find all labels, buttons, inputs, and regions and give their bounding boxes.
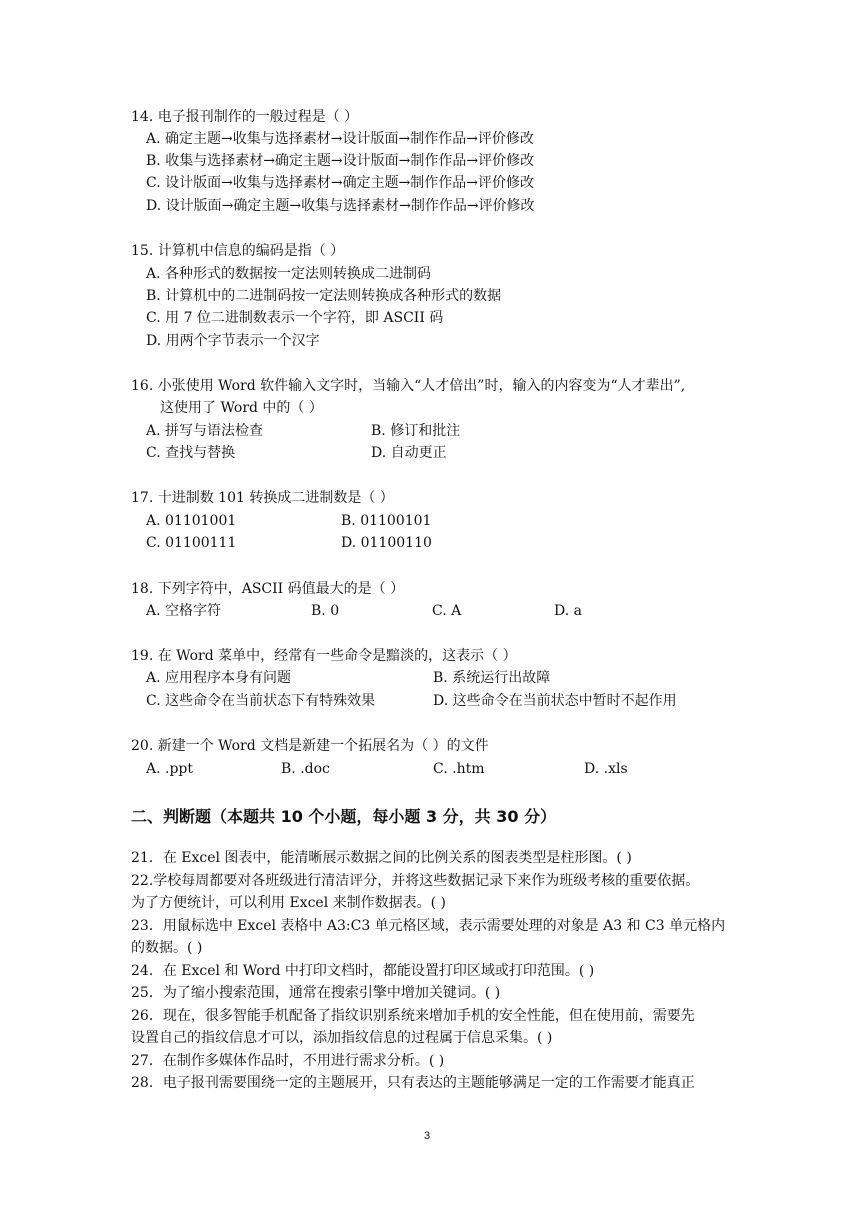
question-15-option-d: D. 用两个字节表示一个汉字	[146, 333, 320, 349]
judge-line: 的数据。( )	[131, 940, 203, 956]
question-14-option-d: D. 设计版面→确定主题→收集与选择素材→制作作品→评价修改	[146, 198, 535, 214]
question-15-option-a: A. 各种形式的数据按一定法则转换成二进制码	[146, 266, 432, 282]
question-19-option-d: D. 这些命令在当前状态中暂时不起作用	[433, 693, 677, 709]
judge-line: 为了方便统计，可以利用 Excel 来制作数据表。( )	[131, 895, 446, 911]
question-20-stem: 20. 新建一个 Word 文档是新建一个拓展名为（ ）的文件	[131, 738, 489, 754]
question-16-option-b: B. 修订和批注	[371, 423, 461, 439]
question-14-option-a: A. 确定主题→收集与选择素材→设计版面→制作作品→评价修改	[146, 131, 534, 147]
question-20-option-d: D. .xls	[584, 761, 628, 777]
question-15-stem: 15. 计算机中信息的编码是指（ ）	[131, 243, 345, 259]
judge-line: 22.学校每周都要对各班级进行清洁评分，并将这些数据记录下来作为班级考核的重要依据。	[131, 873, 700, 889]
judge-line: 27．在制作多媒体作品时，不用进行需求分析。( )	[131, 1053, 445, 1069]
question-17-option-b: B. 01100101	[341, 513, 432, 529]
question-20-option-c: C. .htm	[433, 761, 485, 777]
judge-line: 21．在 Excel 图表中，能清晰展示数据之间的比例关系的图表类型是柱形图。( )	[131, 850, 632, 866]
judge-line: 28．电子报刊需要围绕一定的主题展开，只有表达的主题能够满足一定的工作需要才能真正	[131, 1075, 695, 1091]
question-18-stem: 18. 下列字符中，ASCII 码值最大的是（ ）	[131, 581, 405, 597]
question-19-option-a: A. 应用程序本身有问题	[146, 670, 292, 686]
question-15-option-b: B. 计算机中的二进制码按一定法则转换成各种形式的数据	[146, 288, 502, 304]
question-20-option-a: A. .ppt	[146, 761, 194, 777]
question-19-option-c: C. 这些命令在当前状态下有特殊效果	[146, 693, 376, 709]
judge-line: 23．用鼠标选中 Excel 表格中 A3:C3 单元格区域，表示需要处理的对象是 A3 和 C3 单元格内	[131, 918, 726, 934]
question-14-option-c: C. 设计版面→收集与选择素材→确定主题→制作作品→评价修改	[146, 175, 535, 191]
question-16-stem-cont: 这使用了 Word 中的（ ）	[160, 400, 323, 416]
question-20-option-b: B. .doc	[281, 761, 330, 777]
question-16-option-d: D. 自动更正	[371, 445, 447, 461]
judge-line: 24．在 Excel 和 Word 中打印文档时，都能设置打印区域或打印范围。( )	[131, 963, 595, 979]
question-19-option-b: B. 系统运行出故障	[433, 670, 551, 686]
question-16-option-a: A. 拼写与语法检查	[146, 423, 264, 439]
question-17-option-d: D. 01100110	[341, 535, 432, 551]
question-18-option-d: D. a	[554, 603, 582, 619]
question-17-option-a: A. 01101001	[146, 513, 237, 529]
judge-line: 26．现在，很多智能手机配备了指纹识别系统来增加手机的安全性能，但在使用前，需要先	[131, 1008, 695, 1024]
section-heading: 二、判断题（本题共 10 个小题，每小题 3 分，共 30 分）	[131, 807, 557, 826]
judge-line: 设置自己的指纹信息才可以，添加指纹信息的过程属于信息采集。( )	[131, 1030, 553, 1046]
page-number: 3	[424, 1130, 431, 1142]
question-17-option-c: C. 01100111	[146, 535, 237, 551]
question-16-option-c: C. 查找与替换	[146, 445, 236, 461]
question-18-option-a: A. 空格字符	[146, 603, 222, 619]
question-19-stem: 19. 在 Word 菜单中，经常有一些命令是黯淡的，这表示（ ）	[131, 648, 517, 664]
question-14-option-b: B. 收集与选择素材→确定主题→设计版面→制作作品→评价修改	[146, 153, 535, 169]
question-18-option-b: B. 0	[311, 603, 340, 619]
question-14-stem: 14. 电子报刊制作的一般过程是（ ）	[131, 109, 359, 125]
question-17-stem: 17. 十进制数 101 转换成二进制数是（ ）	[131, 490, 394, 506]
question-18-option-c: C. A	[432, 603, 462, 619]
question-15-option-c: C. 用 7 位二进制数表示一个字符，即 ASCII 码	[146, 310, 444, 326]
question-16-stem: 16. 小张使用 Word 软件输入文字时，当输入“人才倍出”时，输入的内容变为“人才辈出”,	[131, 378, 686, 394]
judge-line: 25．为了缩小搜索范围，通常在搜索引擎中增加关键词。( )	[131, 985, 501, 1001]
